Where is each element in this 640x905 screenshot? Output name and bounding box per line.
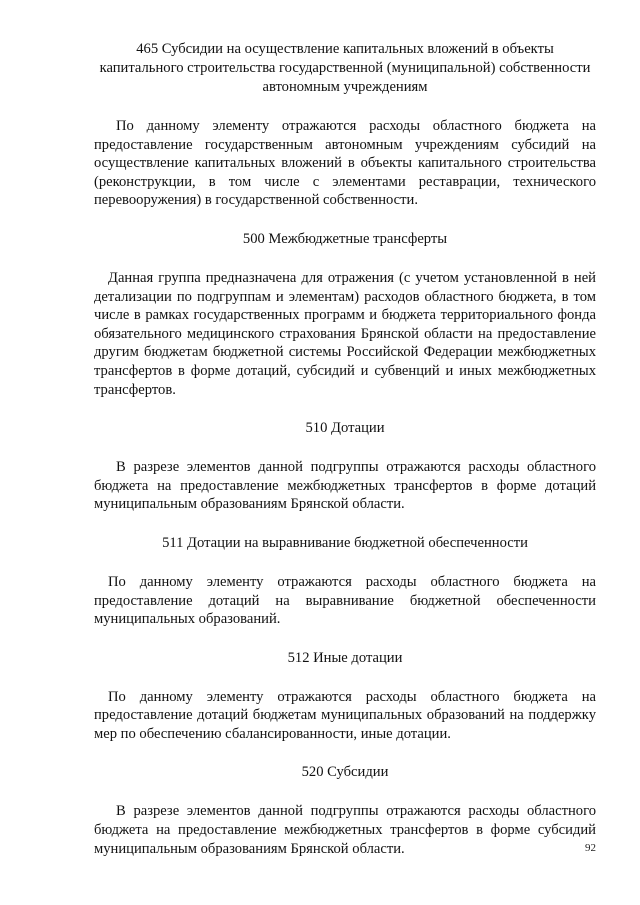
heading-line: 510 Дотации bbox=[305, 420, 385, 437]
section-520 bbox=[94, 763, 596, 858]
section-heading-465 bbox=[94, 40, 596, 97]
heading-line: 512 Иные дотации bbox=[287, 649, 403, 666]
section-paragraph-465: По данному элементу отражаются расходы областного бюджета на предоставление государственным автономным учреждениям субсидий на осуществление капитальных вложений в объекты капитального строительства (реконструкции, в том числе с элементами реставрации, технического перевооружения) в государственной собственности. bbox=[94, 118, 596, 209]
section-paragraph-500: Данная группа предназначена для отражения (с учетом установленной в ней детализации по подгруппам и элементам) расходов областного бюджета, в том числе в рамках государственных программ и бюджета территориального фонда обязательного медицинского страхования Брянской области на предоставление другим бюджетам бюджетной системы Российской Федерации межбюджетных трансфертов в форме дотаций, субсидий и субвенций и иных межбюджетных трансфертов. bbox=[94, 269, 596, 398]
heading-line: 465 Субсидии на осуществление капитальных вложений в объекты bbox=[136, 41, 554, 57]
heading-line: 511 Дотации на выравнивание бюджетной обеспеченности bbox=[162, 534, 528, 551]
document-page bbox=[94, 40, 596, 858]
section-heading-510 bbox=[94, 419, 596, 438]
section-500 bbox=[94, 230, 596, 399]
heading-line: 520 Субсидии bbox=[301, 764, 389, 781]
section-465 bbox=[94, 40, 596, 210]
section-paragraph-520: В разрезе элементов данной подгруппы отражаются расходы областного бюджета на предоставление межбюджетных трансфертов в форме субсидий муниципальным образованиям Брянской области. bbox=[94, 803, 596, 857]
section-paragraph-512: По данному элементу отражаются расходы областного бюджета на предоставление дотаций бюджетам муниципальных образований на поддержку мер по обеспечению сбалансированности, иные дотации. bbox=[94, 688, 596, 742]
section-510 bbox=[94, 419, 596, 514]
heading-line: капитального строительства государственной (муниципальной) собственности bbox=[99, 60, 591, 76]
heading-line: 500 Межбюджетные трансферты bbox=[242, 230, 448, 247]
section-paragraph-511: По данному элементу отражаются расходы областного бюджета на предоставление дотаций на выравнивание бюджетной обеспеченности муниципальных образований. bbox=[94, 573, 596, 628]
section-heading-520 bbox=[94, 763, 596, 782]
section-paragraph-510: В разрезе элементов данной подгруппы отражаются расходы областного бюджета на предоставление межбюджетных трансфертов в форме дотаций муниципальным образованиям Брянской области. bbox=[94, 459, 596, 513]
section-heading-511 bbox=[94, 534, 596, 553]
page-number: 92 bbox=[585, 842, 596, 854]
section-512 bbox=[94, 649, 596, 744]
section-heading-512 bbox=[94, 649, 596, 668]
heading-line: автономным учреждениям bbox=[262, 79, 428, 95]
section-511 bbox=[94, 534, 596, 629]
section-heading-500 bbox=[94, 230, 596, 249]
